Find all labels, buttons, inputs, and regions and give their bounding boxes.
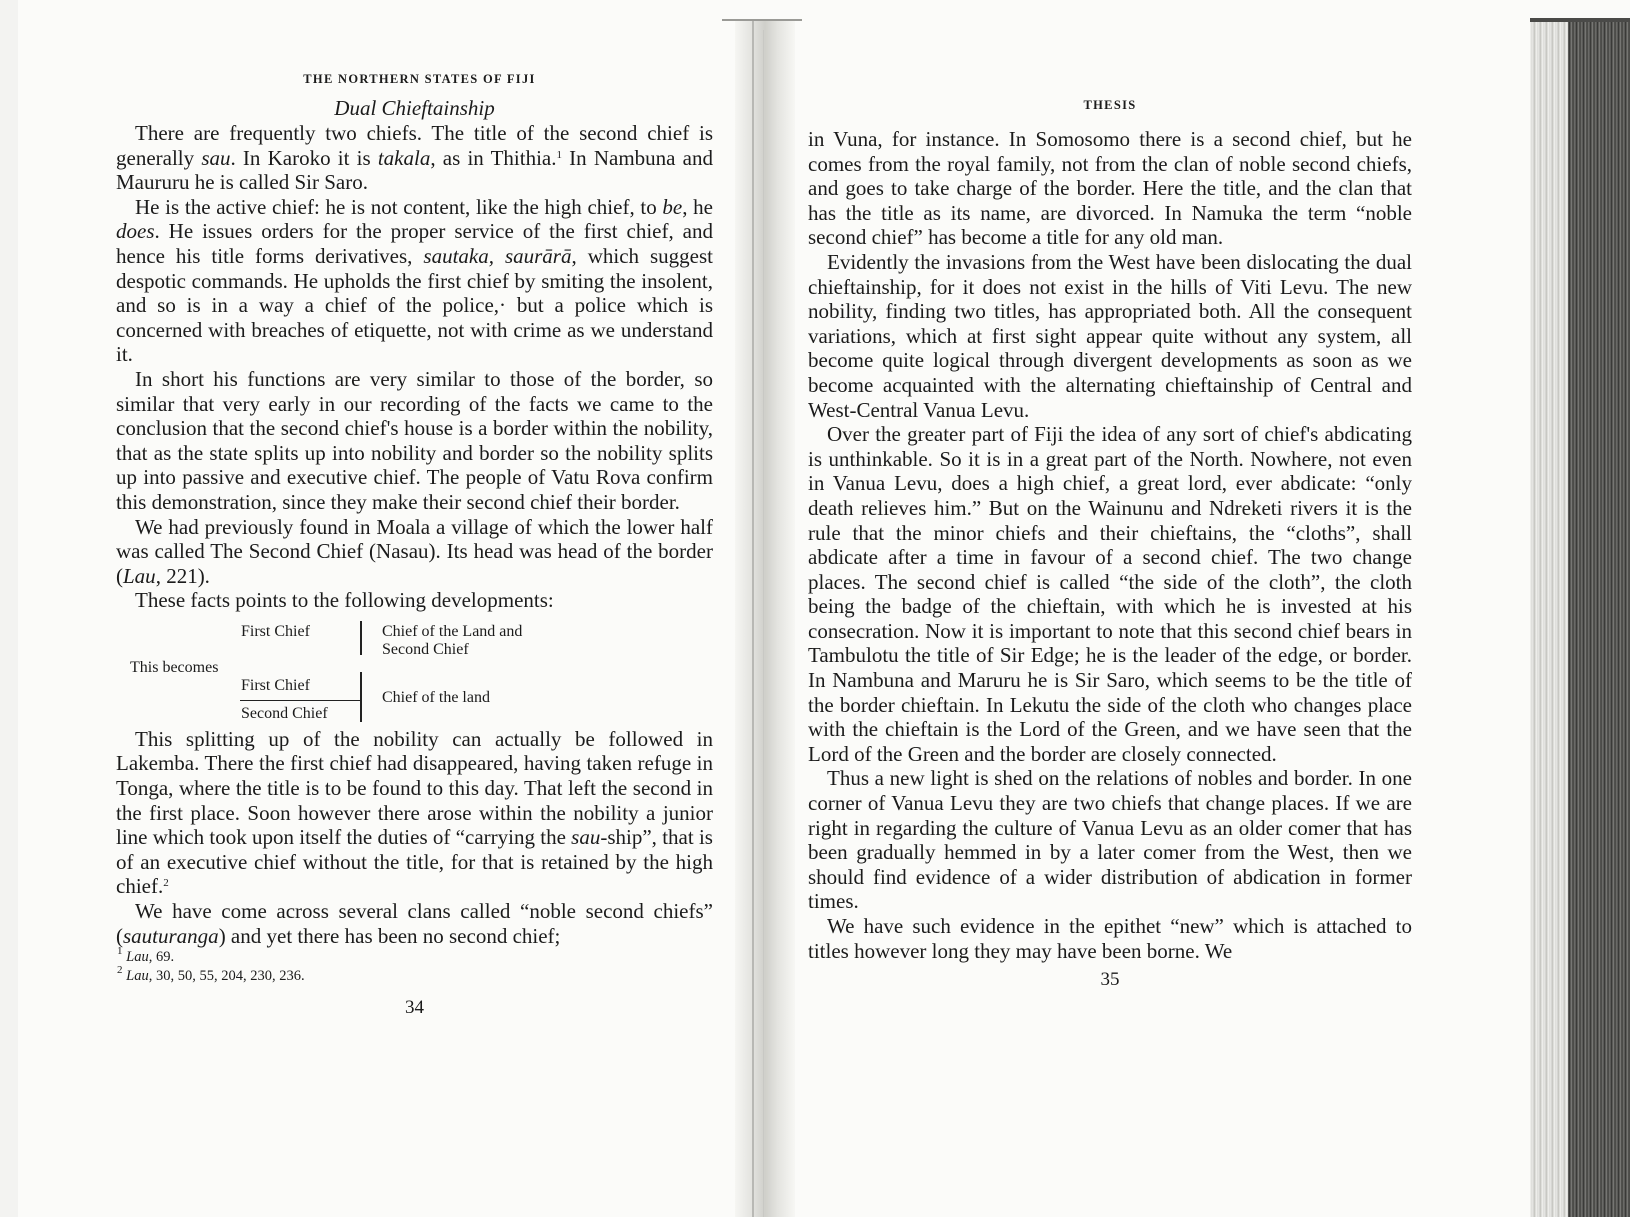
diagram-first-chief-2: First Chief — [241, 676, 310, 694]
diagram-divider — [360, 621, 362, 655]
diagram-chief-land-b: Second Chief — [382, 640, 469, 658]
gutter-shadow-line — [763, 30, 764, 1217]
diagram-separator — [240, 700, 361, 702]
diagram-this-becomes: This becomes — [130, 658, 219, 676]
paragraph: He is the active chief: he is not content, like the high chief, to be, he does. He issues orders for the proper service of the first chief, and hence his title forms derivatives, sautaka, saurārā, which suggest despotic commands. He upholds the first chief by smiting the insolent, and so is in a way a chief of the police,· but a police which is concerned with breaches of etiquette, not with crime as we understand it. — [116, 194, 713, 367]
right-page — [808, 98, 1412, 991]
running-head-right: THESIS — [1083, 98, 1137, 112]
page-number-right: 35 — [1100, 969, 1120, 991]
paragraph: We have come across several clans called “noble second chiefs” (sauturanga) and yet there has been no second chief; — [116, 899, 713, 948]
section-subheading: Dual Chieftainship — [334, 96, 495, 120]
running-head-left: THE NORTHERN STATES OF FIJI — [303, 72, 536, 86]
diagram-divider-2 — [360, 672, 362, 722]
footnote-2: $^2$ Lau, 30, 50, 55, 204, 230, 236. — [117, 964, 305, 985]
diagram-first-chief: First Chief — [241, 622, 310, 640]
paragraph: These facts points to the following developments: — [135, 588, 554, 613]
footnote-ref: 1 — [556, 148, 562, 161]
book-gutter — [735, 20, 795, 1217]
paragraph: We have such evidence in the epithet “new” which is attached to titles however long they may have been borne. We — [808, 914, 1412, 963]
page-edges-shadow — [1568, 18, 1630, 1217]
paragraph: This splitting up of the nobility can actually be followed in Lakemba. There the first chief had disappeared, having taken refuge in Tonga, where the title is to be found to this day. That left the second in the first place. Soon however there arose within the nobility a junior line which took upon itself the duties of “carrying the sau-ship”, that is of an executive chief without the title, for that is retained by the high chief.$^2$ — [116, 726, 713, 899]
gutter-fold-line — [752, 20, 754, 1217]
paragraph: We had previously found in Moala a village of which the lower half was called The Second Chief (Nasau). Its head was head of the border (Lau, 221). — [116, 514, 713, 588]
paragraph: Thus a new light is shed on the relations of nobles and border. In one corner of Vanua Levu they are two chiefs that change places. If we are right in regarding the culture of Vanua Levu as an older comer that has been gradually hemmed in by a later comer from the West, then we should find evidence of a wider distribution of abdication in former times. — [808, 766, 1412, 914]
footnote-ref: 2 — [163, 877, 169, 890]
page-number-left: 34 — [405, 997, 424, 1019]
page-edges-top — [1530, 18, 1630, 22]
paragraph: In short his functions are very similar to those of the border, so similar that very early in our recording of the facts we came to the conclusion that the second chief's house is a border within the nobility, that as the state splits up into nobility and border so the nobility splits up into passive and executive chief. The people of Vatu Rova confirm this demonstration, since they make their second chief their border. — [116, 366, 713, 514]
paragraph: in Vuna, for instance. In Somosomo there is a second chief, but he comes from the royal family, not from the clan of noble second chiefs, and goes to take charge of the border. Here the title, and the clan that has the title as its name, are divorced. In Namuka the term “noble second chief” has become a title for any old man. — [808, 127, 1412, 250]
footnote-1: $^1$ Lau, 69. — [117, 945, 175, 966]
diagram-second-chief: Second Chief — [241, 704, 328, 722]
left-page — [116, 72, 713, 1019]
paragraph: Over the greater part of Fiji the idea of any sort of chief's abdicating is unthinkable. So it is in a great part of the North. Nowhere, not even in Vanua Levu, does a high chief, a great lord, ever abdicate: “only death relieves him.” But on the Wainunu and Ndreketi rivers it is the rule that the minor chiefs and their chieftains, the “cloths”, shall abdicate after a time in favour of a second chief. The two change places. The second chief is called “the side of the cloth”, the cloth being the badge of the chieftain, with which he is invested at his consecration. Now it is important to note that this second chief bears in Tambulotu the title of Sir Edge; he is the leader of the edge, or border. In Nambuna and Maruru he is Sir Saro, which seems to be the title of the border chieftain. In Lekutu the side of the cloth who changes place with the chieftain is the Lord of the Green, and we have seen that the Lord of the Green and the border are closely connected. — [808, 422, 1412, 766]
chieftainship-diagram — [116, 617, 713, 722]
paragraph: Evidently the invasions from the West have been dislocating the dual chieftainship, for it does not exist in the hills of Viti Levu. The new nobility, finding two titles, has appropriated both. All the consequent variations, which at first sight appear quite without any system, all become quite logical through divergent developments as soon as we become acquainted with the alternating chieftainship of Central and West-Central Vanua Levu. — [808, 249, 1412, 422]
diagram-chief-land-a: Chief of the Land and — [382, 622, 523, 640]
paragraph: There are frequently two chiefs. The title of the second chief is generally sau. In Karoko it is takala, as in Thithia.$^1$ In Nambuna and Maururu he is called Sir Saro. — [116, 121, 713, 195]
diagram-chief-of-land: Chief of the land — [382, 688, 490, 706]
gutter-top-edge — [722, 19, 802, 21]
scan-margin — [0, 0, 18, 1217]
